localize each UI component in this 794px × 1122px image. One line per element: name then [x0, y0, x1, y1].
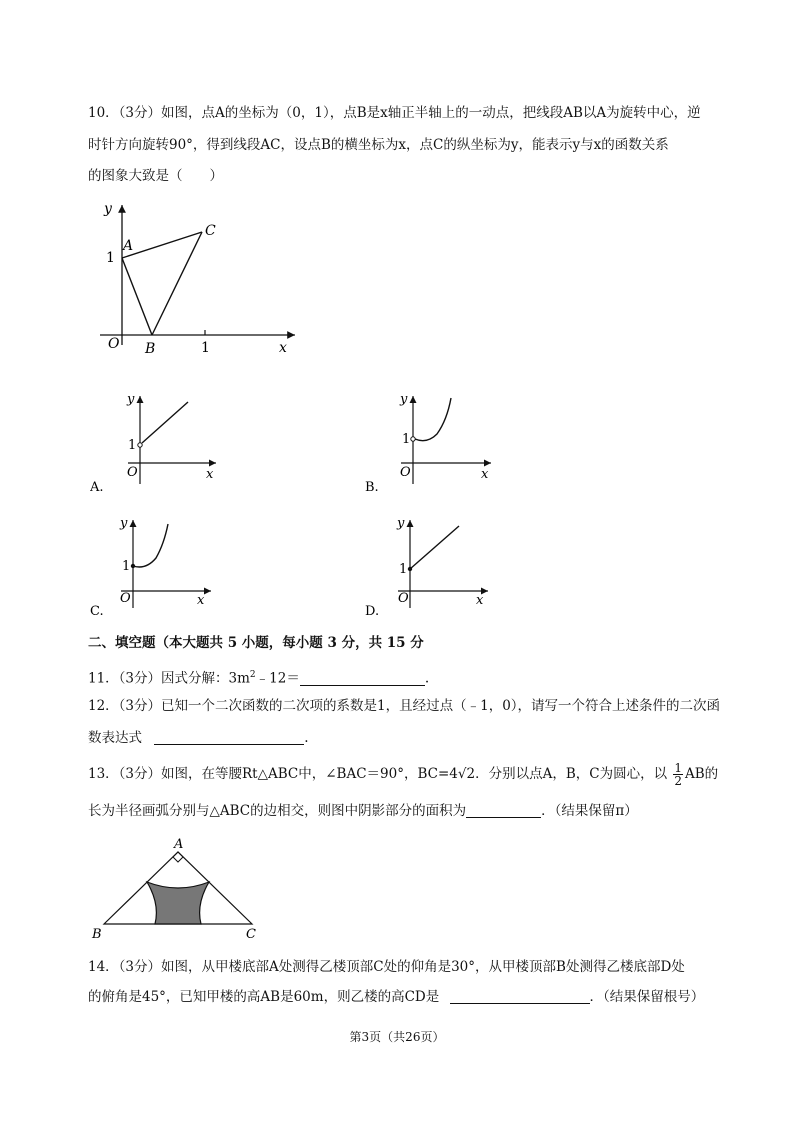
q10-main-figure [90, 195, 310, 360]
segment-BC [152, 232, 202, 335]
q11-prefix: 11．（3分）因式分解：3m [88, 670, 250, 687]
q11-sup: 2 [249, 670, 256, 680]
label-1: 1 [128, 438, 137, 453]
line-graph [142, 402, 188, 443]
frac-num: 1 [674, 761, 683, 775]
fraction-one-half [673, 762, 683, 787]
closed-point [131, 564, 135, 568]
option-letter: D. [365, 604, 380, 617]
label-C: C [246, 927, 256, 942]
label-y: y [127, 392, 135, 407]
curve-graph [133, 524, 168, 567]
label-O: O [127, 465, 138, 480]
q13-triangle-figure [88, 832, 268, 942]
frac-den: 2 [674, 774, 683, 788]
label-y: y [397, 516, 405, 531]
label-O: O [108, 336, 120, 352]
label-O: O [400, 465, 411, 480]
q10-line1: 10．（3分）如图，点A的坐标为（0，1），点B是x轴正半轴上的一动点，把线段AB以A为旋转中心，逆 [88, 105, 701, 121]
label-y: y [400, 392, 408, 407]
label-y: y [104, 201, 112, 217]
q13-answer-blank[interactable] [466, 803, 541, 818]
label-O: O [398, 591, 409, 606]
option-letter: C. [90, 604, 104, 617]
q14-line2-prefix: 的俯角是45°，已知甲楼的高AB是60m，则乙楼的高CD是 [88, 989, 440, 1005]
label-1: 1 [402, 432, 411, 447]
open-point [138, 443, 142, 447]
option-d-graph [365, 512, 505, 617]
q12-line1: 12．（3分）已知一个二次函数的二次项的系数是1，且经过点（﹣1，0），请写一个符合上述条件的二次函 [88, 698, 721, 714]
label-A: A [174, 837, 184, 852]
q12-line2 [88, 729, 309, 747]
curve-graph [415, 398, 451, 441]
option-b-graph [365, 388, 505, 493]
segment-AB [122, 258, 152, 335]
q11-suffix: ﹣12＝ [255, 670, 300, 687]
label-x: x [279, 340, 287, 356]
label-1-y: 1 [106, 250, 115, 266]
q10-line2: 时针方向旋转90°，得到线段AC，设点B的横坐标为x，点C的纵坐标为y，能表示y与x的函数关系 [88, 137, 669, 153]
page-footer: 第3页（共26页） [349, 1030, 445, 1044]
q13-line1-prefix: 13．（3分）如图，在等腰Rt△ABC中，∠BAC＝90°，BC=4√2．分别以点A，B，C为圆心，以 [88, 766, 668, 782]
q12-line2-prefix: 数表达式 [88, 730, 142, 746]
label-A: A [123, 238, 134, 254]
label-x: x [206, 467, 214, 482]
label-x: x [481, 467, 489, 482]
option-letter: B. [365, 480, 379, 493]
q13-line1-suffix: AB的 [685, 766, 719, 782]
q11-end: . [424, 670, 430, 687]
right-angle-mark [173, 852, 183, 862]
label-B: B [145, 341, 156, 357]
closed-point [408, 567, 412, 571]
label-1: 1 [399, 562, 408, 577]
label-O: O [120, 591, 131, 606]
label-y: y [120, 516, 128, 531]
q13-line2 [88, 802, 638, 820]
q11-line [88, 666, 429, 688]
label-C: C [205, 223, 216, 239]
q14-line2-suffix: ．（结果保留根号） [589, 989, 705, 1005]
option-a-graph [90, 388, 230, 493]
option-letter: A. [90, 480, 104, 493]
q12-answer-blank[interactable] [154, 730, 304, 745]
option-c-graph [90, 512, 230, 617]
q13-line1 [88, 762, 718, 787]
q12-end: . [304, 730, 309, 746]
q14-answer-blank[interactable] [450, 989, 590, 1004]
line-graph [410, 526, 459, 569]
label-B: B [92, 927, 102, 942]
label-1: 1 [122, 559, 131, 574]
q14-line1: 14．（3分）如图，从甲楼底部A处测得乙楼顶部C处的仰角是30°，从甲楼顶部B处测得乙楼底部D处 [88, 959, 685, 975]
label-x: x [197, 593, 205, 608]
segment-AC [122, 232, 202, 258]
q11-answer-blank[interactable] [300, 671, 425, 686]
section-2-heading: 二、填空题（本大题共 5 小题，每小题 3 分，共 15 分 [88, 635, 424, 651]
q13-line2-prefix: 长为半径画弧分别与△ABC的边相交，则图中阴影部分的面积为 [88, 803, 467, 819]
q10-line3: 的图象大致是（ ） [88, 168, 223, 184]
label-x: x [476, 593, 484, 608]
open-point [411, 437, 415, 441]
q13-line2-suffix: ．（结果保留π） [541, 803, 638, 819]
label-1-x: 1 [201, 340, 210, 356]
q14-line2 [88, 988, 704, 1006]
shaded-region [147, 882, 209, 924]
